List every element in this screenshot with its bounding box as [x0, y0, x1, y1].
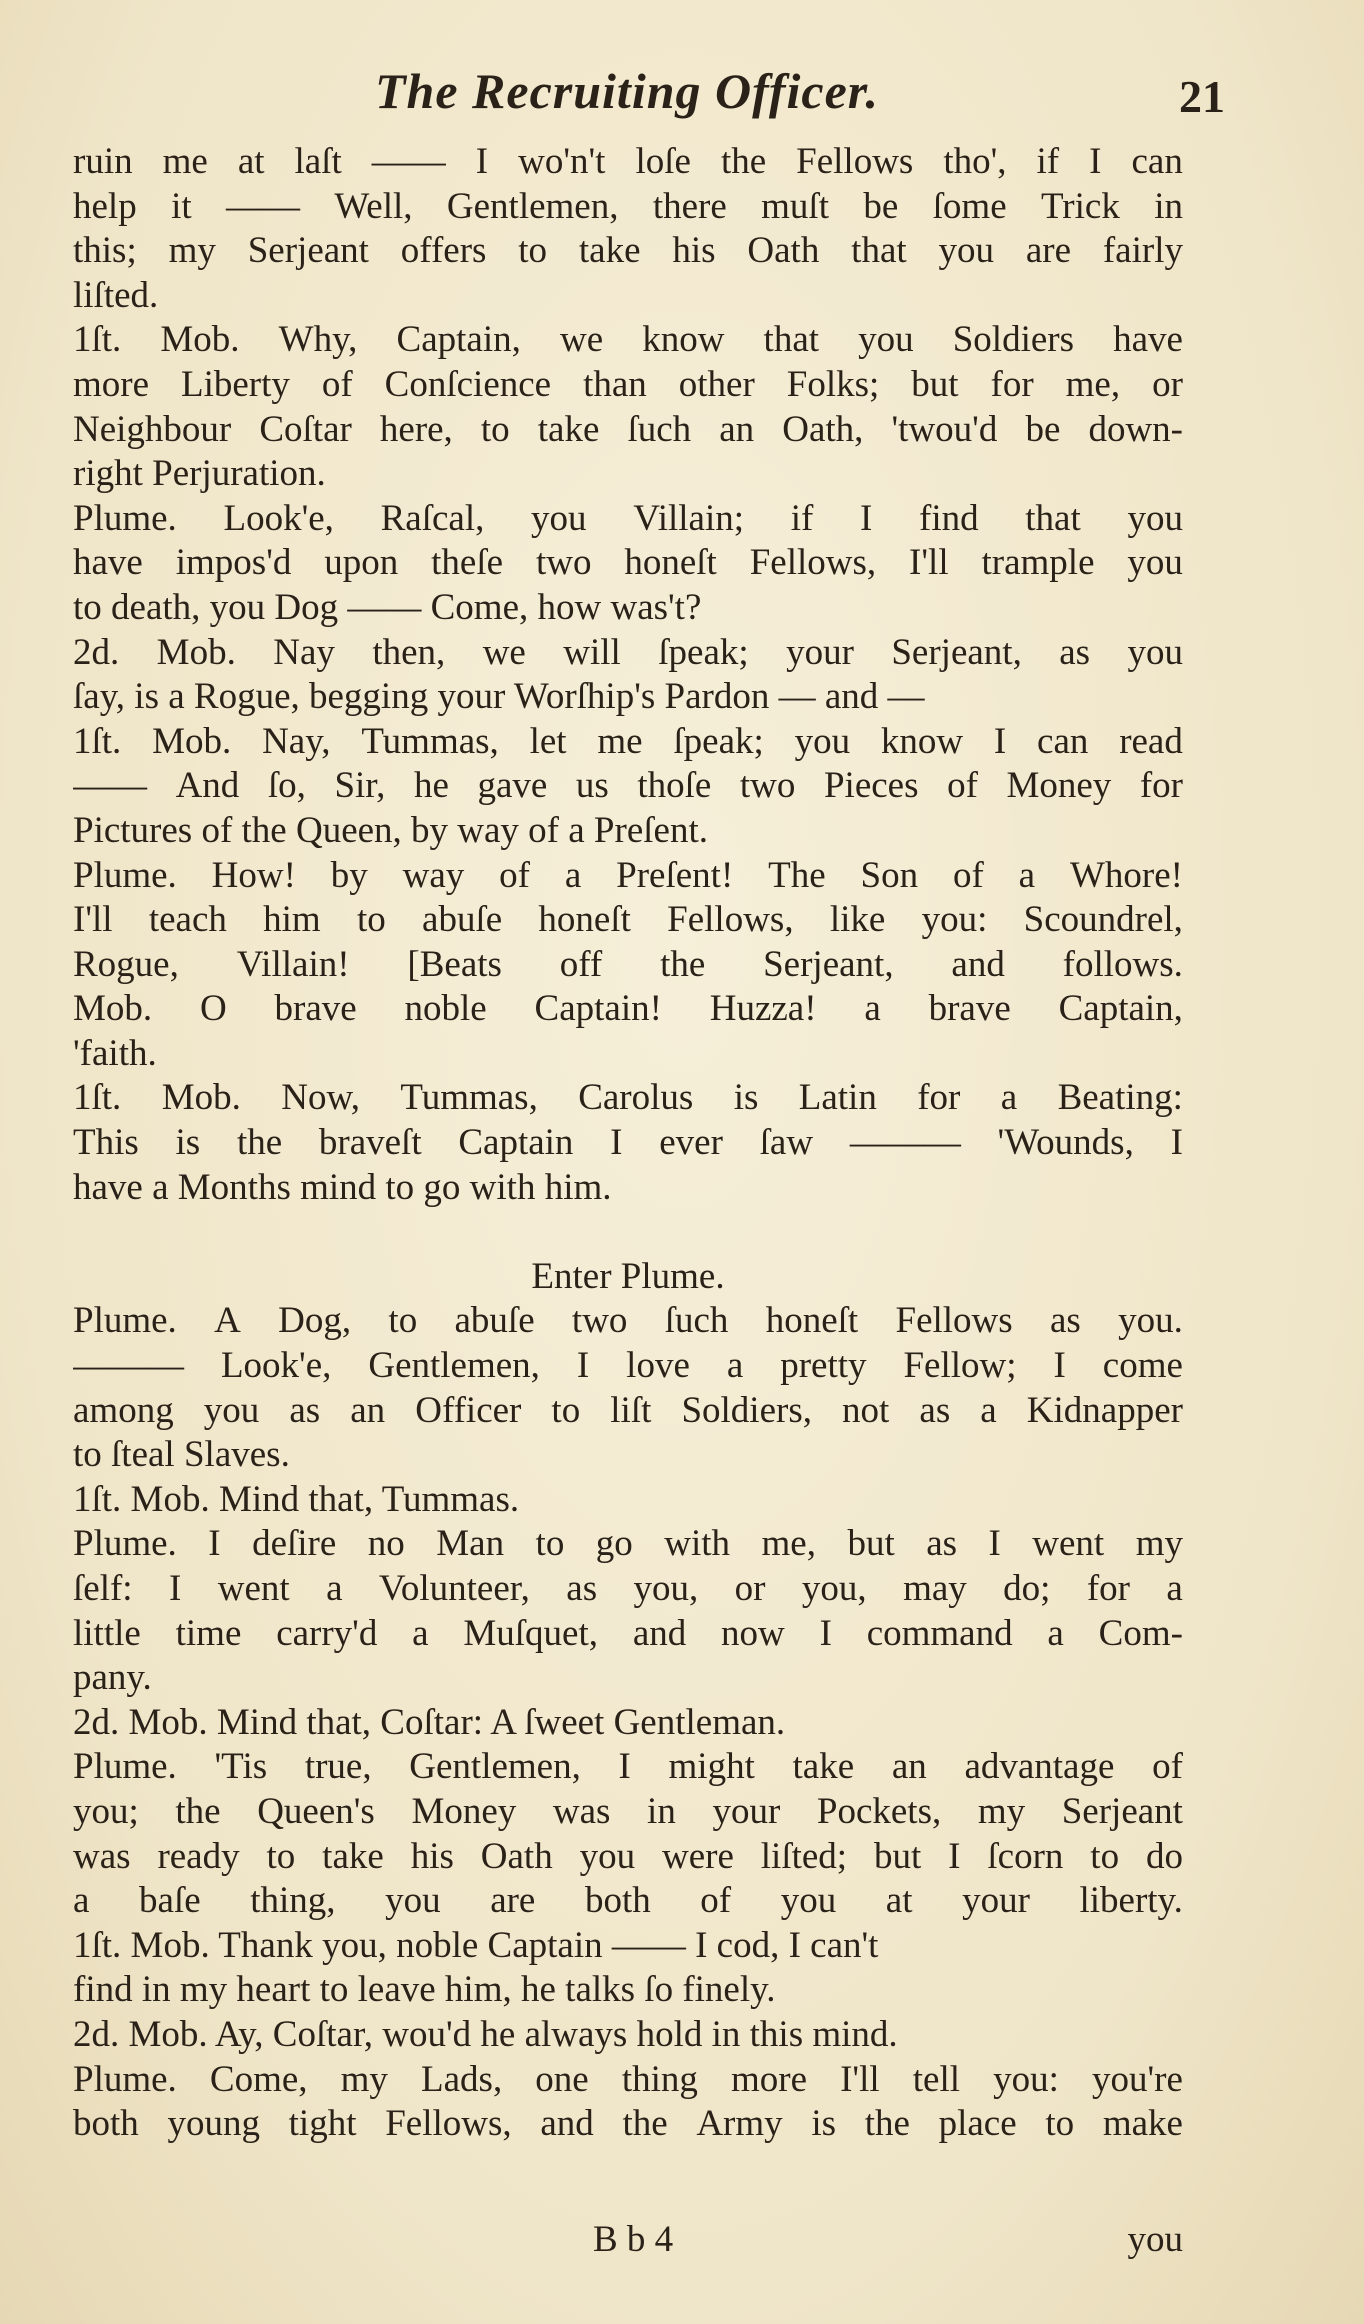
page-footer [73, 2218, 1183, 2268]
text-line: you; the Queen's Money was in your Pockets, my Serjeant [73, 1790, 1183, 1832]
text-line: among you as an Officer to liſt Soldiers, not as a Kidnapper [73, 1389, 1183, 1431]
text-line: —— And ſo, Sir, he gave us thoſe two Pieces of Money for [73, 765, 1183, 807]
text-line: 1ſt. Mob. Mind that, Tummas. [73, 1478, 520, 1520]
text-line: Plume. A Dog, to abuſe two ſuch honeſt Fellows as you. [73, 1300, 1183, 1342]
text-line: Plume. Come, my Lads, one thing more I'll tell you: you're [73, 2058, 1183, 2100]
text-line: Plume. Look'e, Raſcal, you Villain; if I find that you [73, 497, 1183, 539]
text-line: Enter Plume. [531, 1255, 725, 1297]
text-line: Pictures of the Queen, by way of a Preſent. [73, 809, 708, 851]
text-line: both young tight Fellows, and the Army is the place to make [73, 2103, 1183, 2145]
blank-line [73, 1210, 1183, 1255]
text-line: I'll teach him to abuſe honeſt Fellows, like you: Scoundrel, [73, 899, 1183, 941]
text-line: Neighbour Coſtar here, to take ſuch an Oath, 'twou'd be down- [73, 408, 1183, 450]
text-line: to death, you Dog —— Come, how was't? [73, 586, 702, 628]
text-line: help it —— Well, Gentlemen, there muſt be ſome Trick in [73, 185, 1183, 227]
signature-mark: B b 4 [593, 2219, 674, 2260]
text-line: a baſe thing, you are both of you at your liberty. [73, 1880, 1183, 1922]
text-line: Plume. How! by way of a Preſent! The Son of a Whore! [73, 854, 1183, 896]
text-line: This is the braveſt Captain I ever ſaw ——— 'Wounds, I [73, 1122, 1183, 1164]
page-header [75, 62, 1225, 132]
text-line: 2d. Mob. Ay, Coſtar, wou'd he always hold in this mind. [73, 2013, 898, 2055]
text-line: Plume. I deſire no Man to go with me, but as I went my [73, 1523, 1183, 1565]
text-line: 2d. Mob. Nay then, we will ſpeak; your Serjeant, as you [73, 631, 1183, 673]
catchword: you [1127, 2219, 1183, 2260]
text-line: Plume. 'Tis true, Gentlemen, I might take an advantage of [73, 1746, 1183, 1788]
page-number: 21 [1179, 71, 1225, 122]
text-line: 'faith. [73, 1032, 157, 1074]
text-line: liſted. [73, 274, 159, 316]
running-title: The Recruiting Officer. [375, 63, 880, 119]
body-text [73, 140, 1183, 2147]
text-line: 1ſt. Mob. Now, Tummas, Carolus is Latin for a Beating: [73, 1077, 1183, 1119]
text-line: 1ſt. Mob. Why, Captain, we know that you Soldiers have [73, 319, 1183, 361]
text-line: more Liberty of Conſcience than other Folks; but for me, or [73, 363, 1183, 405]
text-line: have a Months mind to go with him. [73, 1166, 612, 1208]
text-line: Mob. O brave noble Captain! Huzza! a brave Captain, [73, 988, 1183, 1030]
text-line: 2d. Mob. Mind that, Coſtar: A ſweet Gentleman. [73, 1701, 786, 1743]
text-line: 1ſt. Mob. Nay, Tummas, let me ſpeak; you know I can read [73, 720, 1183, 762]
text-line: ruin me at laſt —— I wo'n't loſe the Fellows tho', if I can [73, 141, 1183, 182]
text-line: ſelf: I went a Volunteer, as you, or you, may do; for a [73, 1568, 1183, 1609]
text-line: to ſteal Slaves. [73, 1434, 290, 1476]
text-line: have impos'd upon theſe two honeſt Fellows, I'll trample you [73, 542, 1183, 584]
text-line: pany. [73, 1657, 152, 1699]
text-line: ——— Look'e, Gentlemen, I love a pretty Fellow; I come [73, 1345, 1183, 1387]
text-line: 1ſt. Mob. Thank you, noble Captain —— I cod, I can't [73, 1924, 879, 1966]
text-line: ſay, is a Rogue, begging your Worſhip's Pardon — and — [73, 676, 925, 718]
text-line: find in my heart to leave him, he talks ſo finely. [73, 1969, 776, 2011]
text-line: was ready to take his Oath you were liſted; but I ſcorn to do [73, 1835, 1183, 1877]
text-line: this; my Serjeant offers to take his Oath that you are fairly [73, 230, 1183, 272]
text-line: right Perjuration. [73, 453, 326, 495]
text-line: Rogue, Villain! [Beats off the Serjeant, and follows. [73, 943, 1183, 985]
text-line: little time carry'd a Muſquet, and now I command a Com- [73, 1612, 1183, 1654]
